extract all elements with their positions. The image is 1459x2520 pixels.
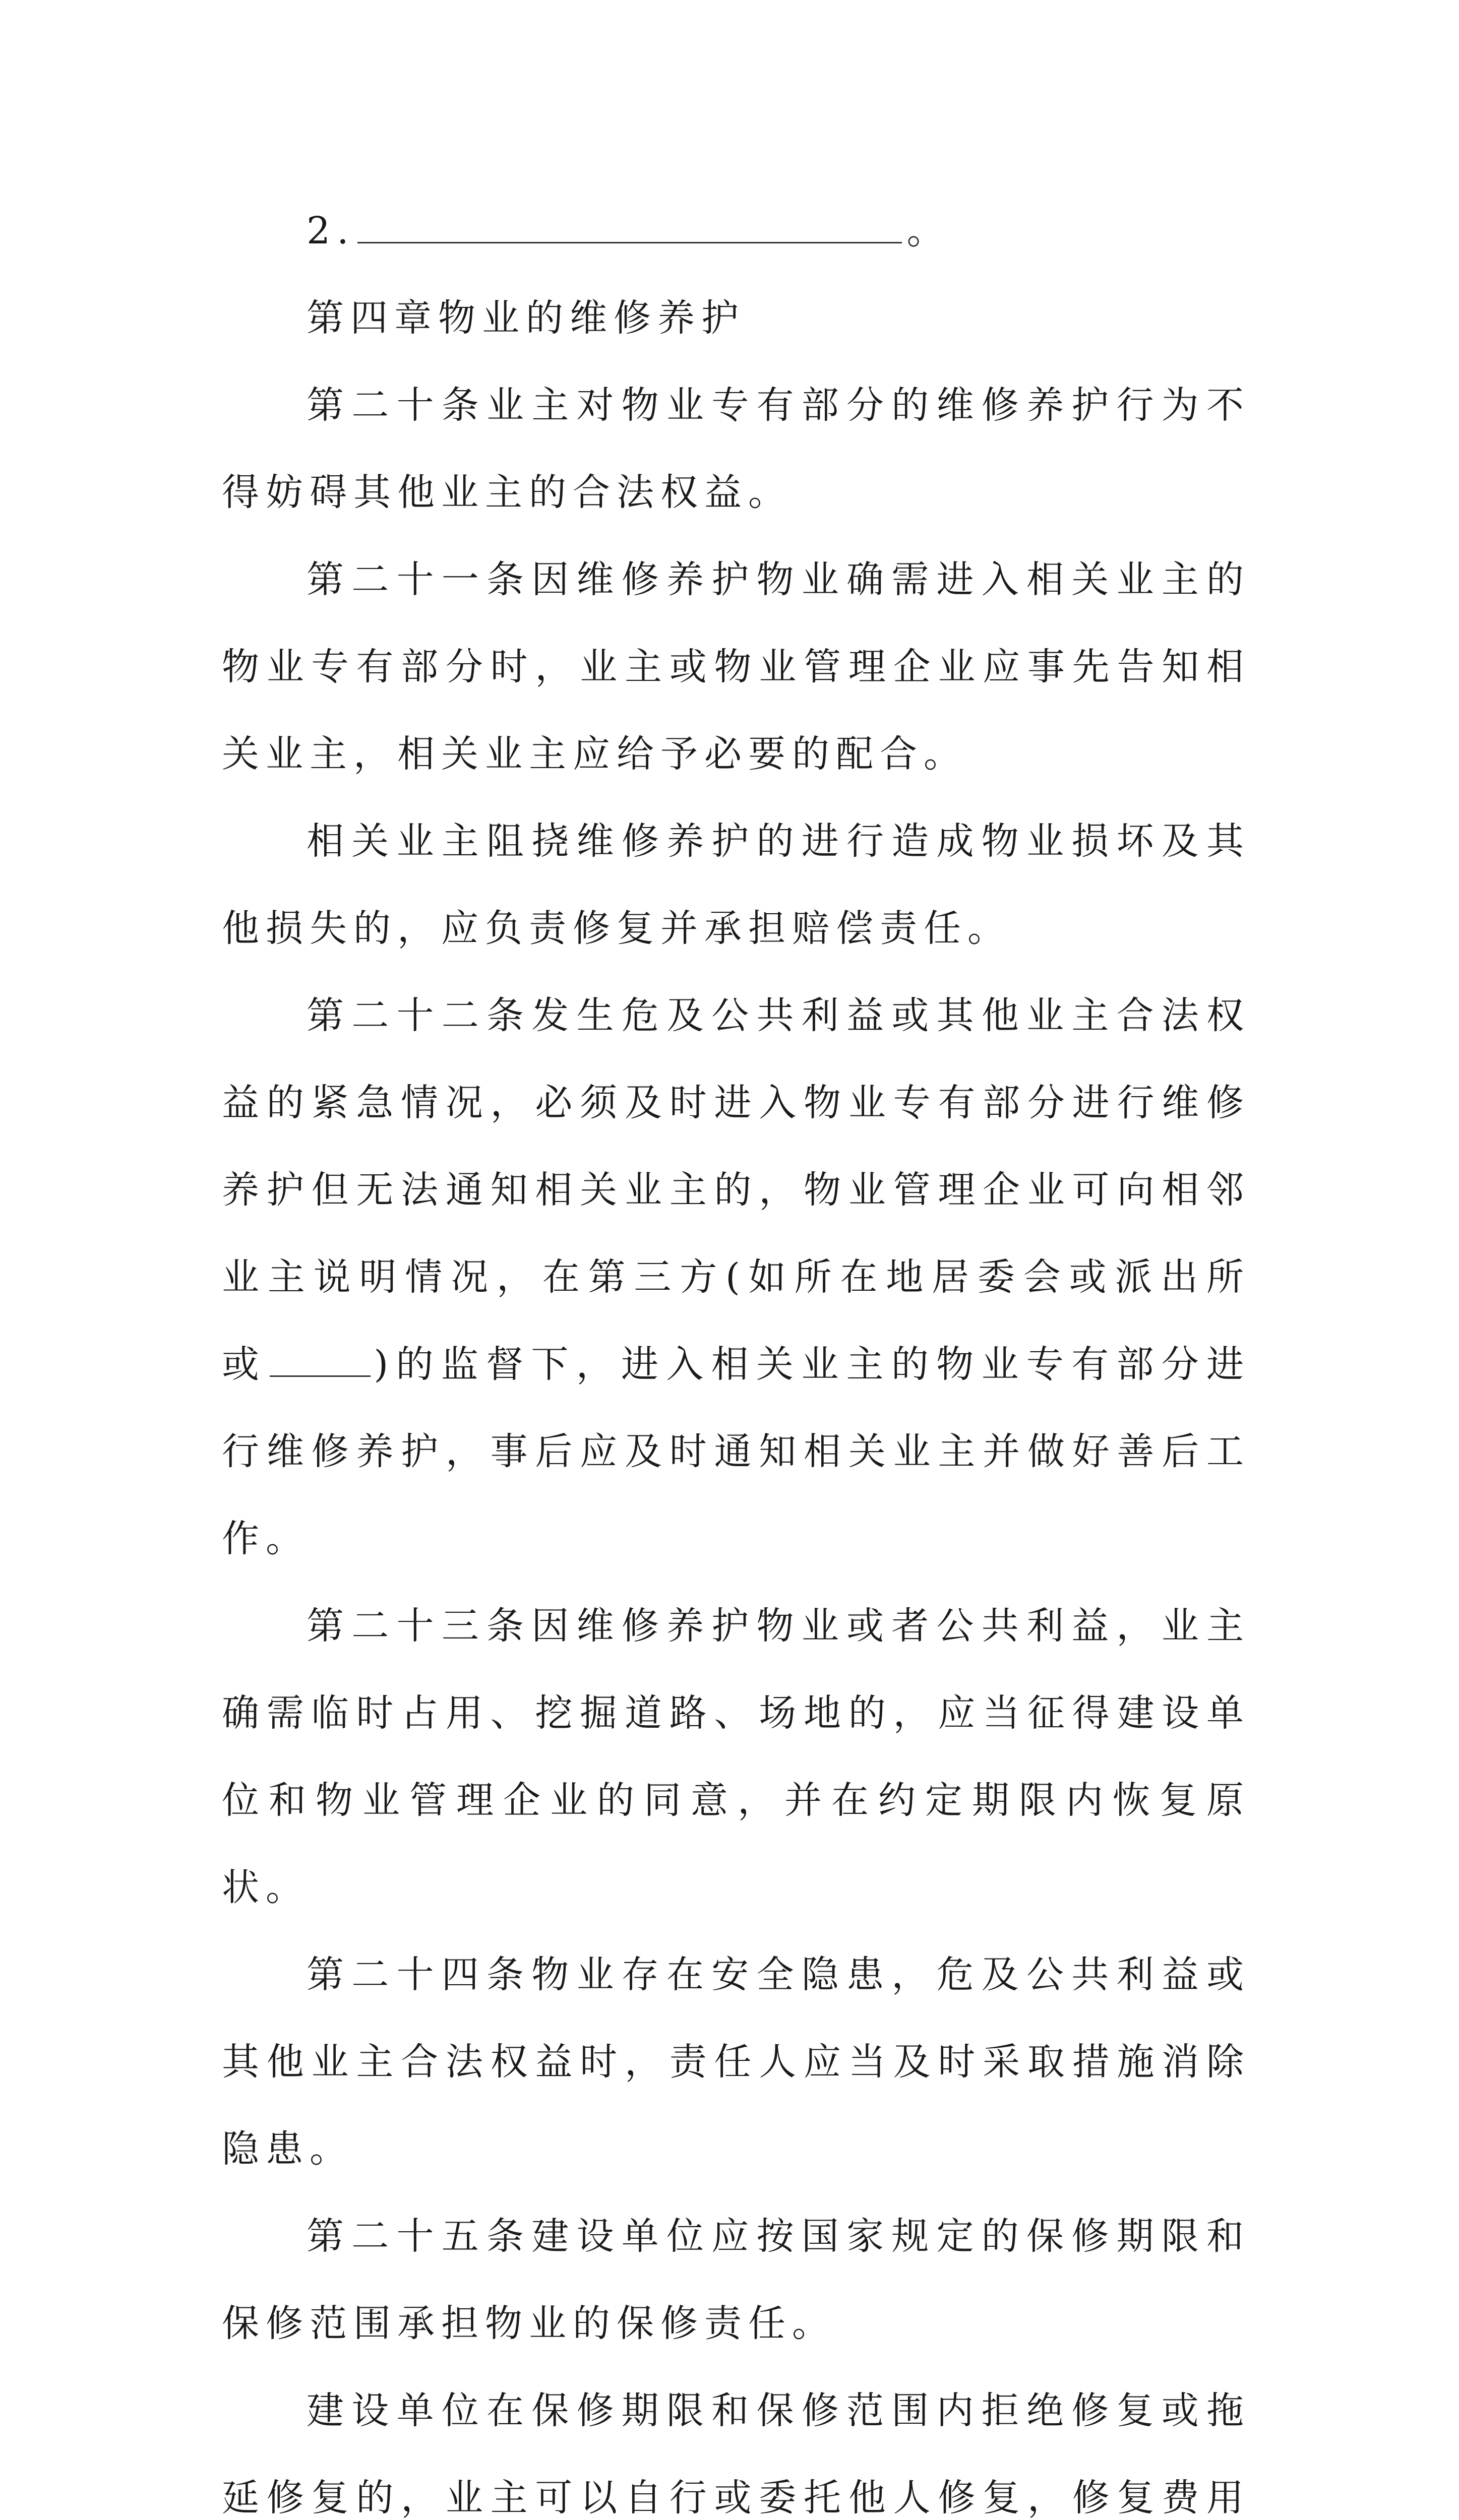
blank-line [270, 1345, 371, 1377]
list-item-2 [222, 187, 1250, 275]
article-25: 第二十五条建设单位应按国家规定的保修期限和保修范围承担物业的保修责任。 [222, 2215, 1250, 2345]
article-21-paragraph-2: 相关业主阻挠维修养护的进行造成物业损坏及其他损失的，应负责修复并承担赔偿责任。 [222, 820, 1250, 950]
article-21: 第二十一条因维修养护物业确需进入相关业主的物业专有部分时，业主或物业管理企业应事先告知相关业主，相关业主应给予必要的配合。 [222, 558, 1250, 776]
article-20: 第二十条业主对物业专有部分的维修养护行为不得妨碍其他业主的合法权益。 [222, 384, 1250, 514]
article-23: 第二十三条因维修养护物业或者公共利益，业主确需临时占用、挖掘道路、场地的，应当征得建设单位和物业管理企业的同意，并在约定期限内恢复原状。 [222, 1604, 1250, 1909]
article-22-text-before: 第二十二条发生危及公共利益或其他业主合法权益的紧急情况，必须及时进入物业专有部分进行维修养护但无法通知相关业主的，物业管理企业可向相邻业主说明情况，在第三方(如所在地居委会或派出所或 [222, 994, 1250, 1386]
blank-line [357, 212, 902, 243]
article-22 [222, 972, 1250, 1583]
article-22-text-after: )的监督下，进入相关业主的物业专有部分进行维修养护，事后应及时通知相关业主并做好善后工作。 [222, 1343, 1250, 1560]
article-25-paragraph-2: 建设单位在保修期限和保修范围内拒绝修复或拖延修复的，业主可以自行或委托他人修复，修复费用 [222, 2389, 1250, 2519]
article-24: 第二十四条物业存在安全隐患，危及公共利益或其他业主合法权益时，责任人应当及时采取措施消除隐患。 [222, 1953, 1250, 2171]
chapter-heading: 第四章物业的维修养护 [307, 296, 745, 340]
item-number: 2. [307, 209, 355, 253]
document-body [222, 187, 1250, 2520]
item-end-mark: 。 [906, 209, 951, 253]
